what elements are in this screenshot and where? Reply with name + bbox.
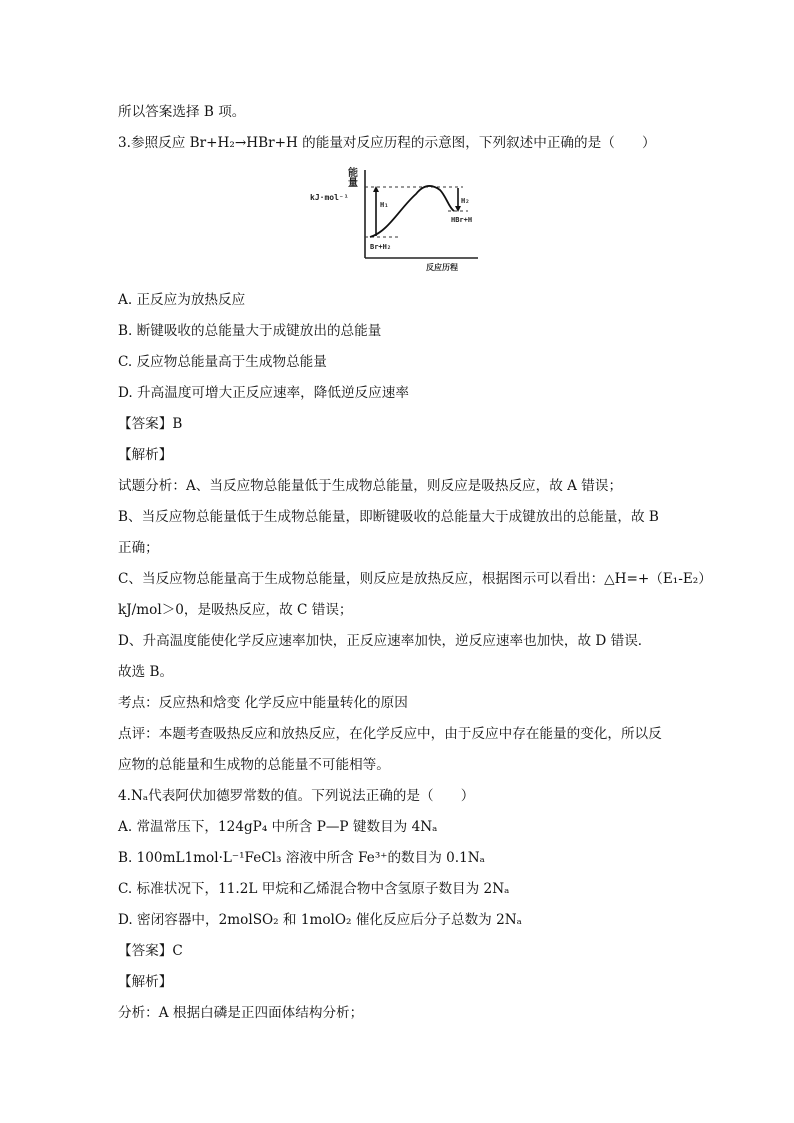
answer-3: 【答案】B [118,416,183,432]
analysis-3-line-1: 试题分析：A、当反应物总能量低于生成物总能量，则反应是吸热反应，故 A 错误； [118,478,623,494]
analysis-heading-3: 【解析】 [118,447,173,463]
option-3a: A. 正反应为放热反应 [118,292,246,308]
x-axis-label: 反应历程 [426,263,458,272]
comment-3-line-1: 点评：本题考查吸热反应和放热反应，在化学反应中，由于反应中存在能量的变化，所以反 [118,726,662,742]
analysis-3-line-5: kJ/mol＞0，是吸热反应，故 C 错误； [118,602,353,618]
h2-label: H₂ [461,197,470,205]
products-label: HBr+H [451,216,473,224]
option-3d: D. 升高温度可增大正反应速率，降低逆反应速率 [118,385,409,401]
ylabel-mid: 量 [348,178,358,189]
ylabel-top: 能 [348,168,358,179]
comment-3-line-2: 应物的总能量和生成物的总能量不可能相等。 [118,757,390,773]
h1-label: H₁ [380,201,389,209]
option-3c: C. 反应物总能量高于生成物总能量 [118,354,327,370]
analysis-3-line-3: 正确； [118,540,159,556]
analysis-3-line-6: D、升高温度能使化学反应速率加快，正反应速率加快，逆反应速率也加快，故 D 错误． [118,633,652,649]
y-unit-label: kJ·mol⁻¹ [310,193,349,202]
exam-point-3: 考点：反应热和焓变 化学反应中能量转化的原因 [118,695,408,711]
question-3-stem: 3.参照反应 Br+H₂→HBr+H 的能量对反应历程的示意图，下列叙述中正确的是（ ） [118,135,656,151]
option-4b: B. 100mL1mol·L⁻¹FeCl₃ 溶液中所含 Fe³⁺的数目为 0.1Nₐ [118,850,485,866]
energy-diagram-svg [308,166,504,274]
question-4-stem: 4.Nₐ代表阿伏加德罗常数的值。下列说法正确的是（ ） [118,788,475,804]
analysis-3-line-4: C、当反应物总能量高于生成物总能量，则反应是放热反应，根据图示可以看出：△H=+（E₁-E₂） [118,571,712,587]
option-4c: C. 标准状况下，11.2L 甲烷和乙烯混合物中含氢原子数目为 2Nₐ [118,881,510,897]
option-4d: D. 密闭容器中，2molSO₂ 和 1molO₂ 催化反应后分子总数为 2Nₐ [118,912,522,928]
analysis-3-line-2: B、当反应物总能量低于生成物总能量，即断键吸收的总能量大于成键放出的总能量，故 B [118,509,659,525]
analysis-4-line-1: 分析：A 根据白磷是正四面体结构分析； [118,1005,364,1021]
analysis-heading-4: 【解析】 [118,974,173,990]
analysis-3-conclusion: 故选 B。 [118,664,174,680]
option-3b: B. 断键吸收的总能量大于成键放出的总能量 [118,323,382,339]
reactants-label: Br+H₂ [370,243,392,251]
reaction-curve [370,186,454,237]
answer-4: 【答案】C [118,943,183,959]
energy-diagram [308,166,504,274]
option-4a: A. 常温常压下，124gP₄ 中所含 P—P 键数目为 4Nₐ [118,819,438,835]
line-1: 所以答案选择 B 项。 [118,104,246,120]
